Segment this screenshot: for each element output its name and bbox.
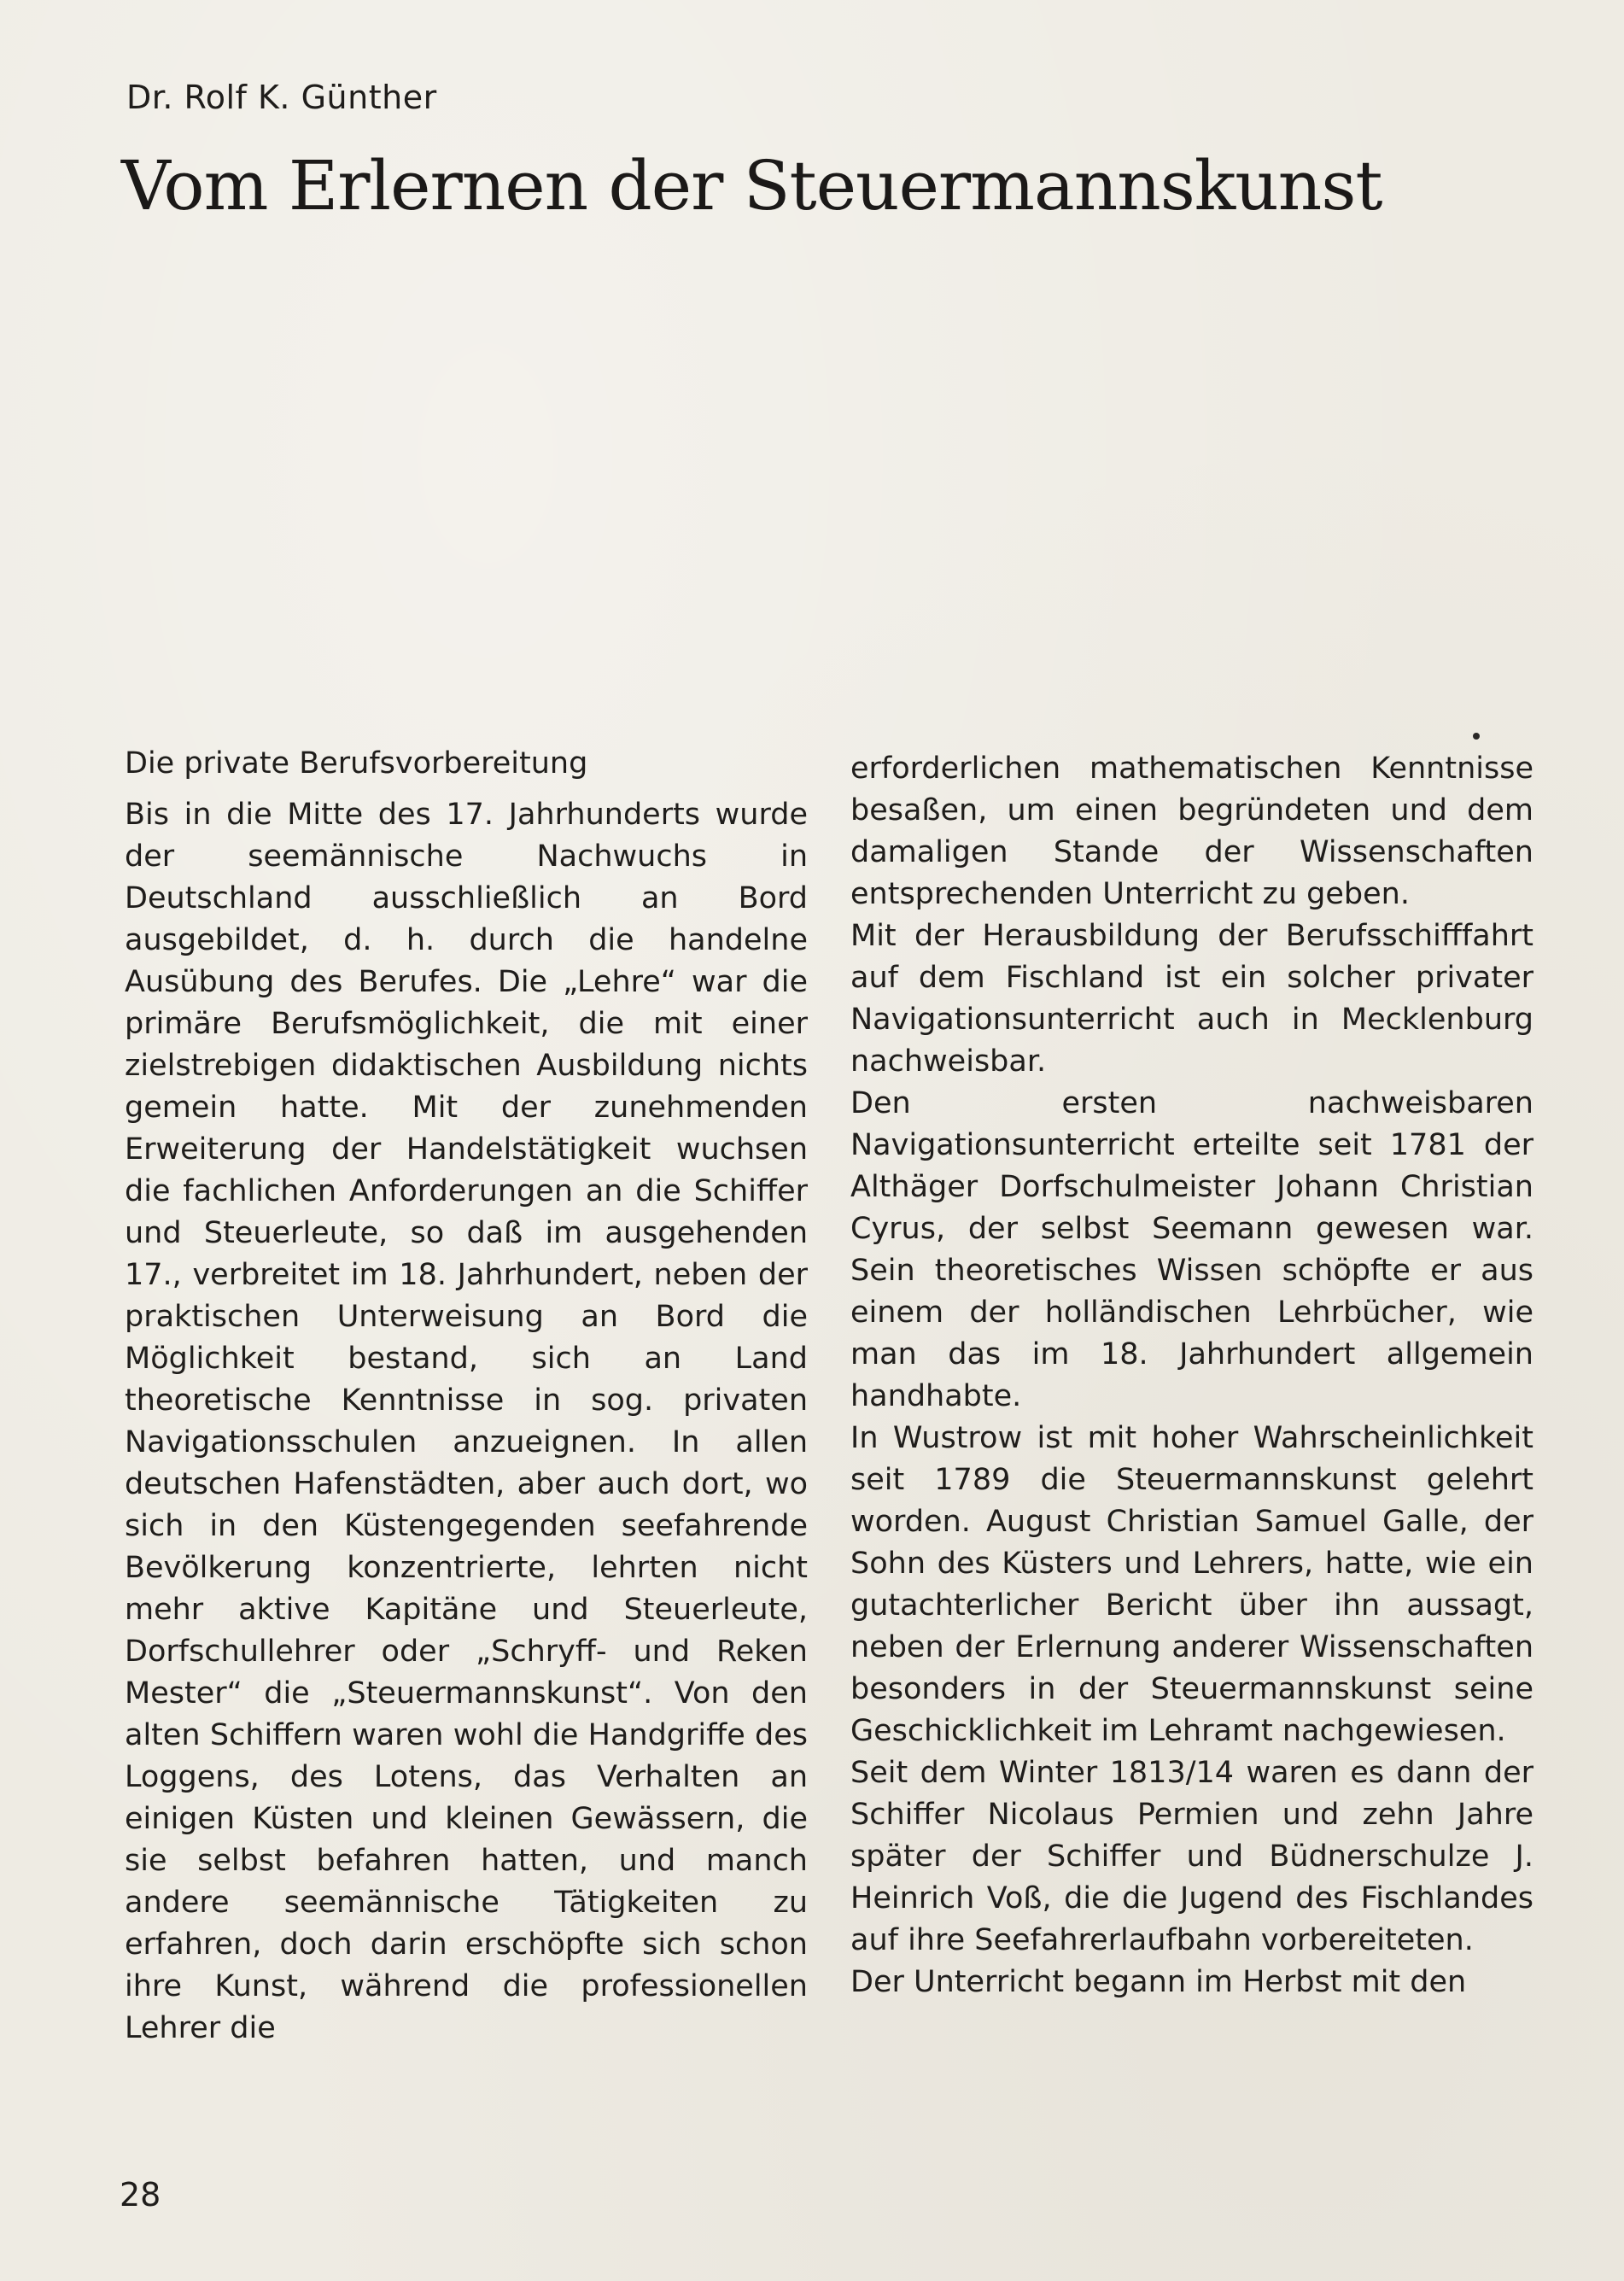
paragraph: Bis in die Mitte des 17. Jahrhunderts wurde der seemännische Nachwuchs in Deutschland ausschließlich an Bord ausgebildet, d. h. durch die handelne Ausübung des Berufes. Die „Lehre“ war die primäre Berufsmöglichkeit, die mit einer zielstrebigen didaktischen Ausbildung nichts gemein hatte. Mit der zunehmenden Erweiterung der Handelstätigkeit wuchsen die fachlichen Anforderungen an die Schiffer und Steuerleute, so daß im ausgehenden 17., verbreitet im 18. Jahrhundert, neben der praktischen Unterweisung an Bord die Möglichkeit bestand, sich an Land theoretische Kenntnisse in sog. privaten Navigationsschulen anzueignen. In allen deutschen Hafenstädten, aber auch dort, wo sich in den Küstengegenden seefahrende Bevölkerung konzentrierte, lehrten nicht mehr aktive Kapitäne und Steuerleute, Dorfschullehrer oder „Schryff- und Reken Mester“ die „Steuermannskunst“. Von den alten Schiffern waren wohl die Handgriffe des Loggens, des Lotens, das Verhalten an einigen Küsten und kleinen Gewässern, die sie selbst befahren hatten, und manch andere seemännische Tätigkeiten zu erfahren, doch darin erschöpfte sich schon ihre Kunst, während die professionellen Lehrer die xyxy=(125,798,808,2045)
right-text-column xyxy=(850,748,1533,2003)
paragraph: Mit der Herausbildung der Berufsschifffahrt auf dem Fischland ist ein solcher privater Navigationsunterricht auch in Mecklenburg nachweisbar. xyxy=(850,919,1533,1079)
left-text-column xyxy=(125,743,808,2050)
section-subheading: Die private Berufsvorbereitung xyxy=(125,746,588,781)
author-name: Dr. Rolf K. Günther xyxy=(126,79,437,116)
paragraph: Den ersten nachweisbaren Navigationsunterricht erteilte seit 1781 der Althäger Dorfschulmeister Johann Christian Cyrus, der selbst Seemann gewesen war. Sein theoretisches Wissen schöpfte er aus einem der holländischen Lehrbücher, wie man das im 18. Jahrhundert allgemein handhabte. xyxy=(850,1086,1533,1413)
article-title: Vom Erlernen der Steuermannskunst xyxy=(121,146,1382,225)
ink-dot xyxy=(1473,733,1480,740)
paragraph: Der Unterricht begann im Herbst mit den xyxy=(850,1965,1467,1999)
paragraph: In Wustrow ist mit hoher Wahrscheinlichkeit seit 1789 die Steuermannskunst gelehrt worden. August Christian Samuel Galle, der Sohn des Küsters und Lehrers, hatte, wie ein gutachterlicher Bericht über ihn aussagt, neben der Erlernung anderer Wissenschaften besonders in der Steuermannskunst seine Geschicklichkeit im Lehramt nachgewiesen. xyxy=(850,1421,1533,1748)
page-number: 28 xyxy=(120,2176,161,2214)
paragraph: Seit dem Winter 1813/14 waren es dann der Schiffer Nicolaus Permien und zehn Jahre später der Schiffer und Büdnerschulze J. Heinrich Voß, die die Jugend des Fischlandes auf ihre Seefahrerlaufbahn vorbereiteten. xyxy=(850,1756,1533,1957)
paragraph: erforderlichen mathematischen Kenntnisse besaßen, um einen begründeten und dem damaligen Stande der Wissenschaften entsprechenden Unterricht zu geben. xyxy=(850,752,1533,911)
